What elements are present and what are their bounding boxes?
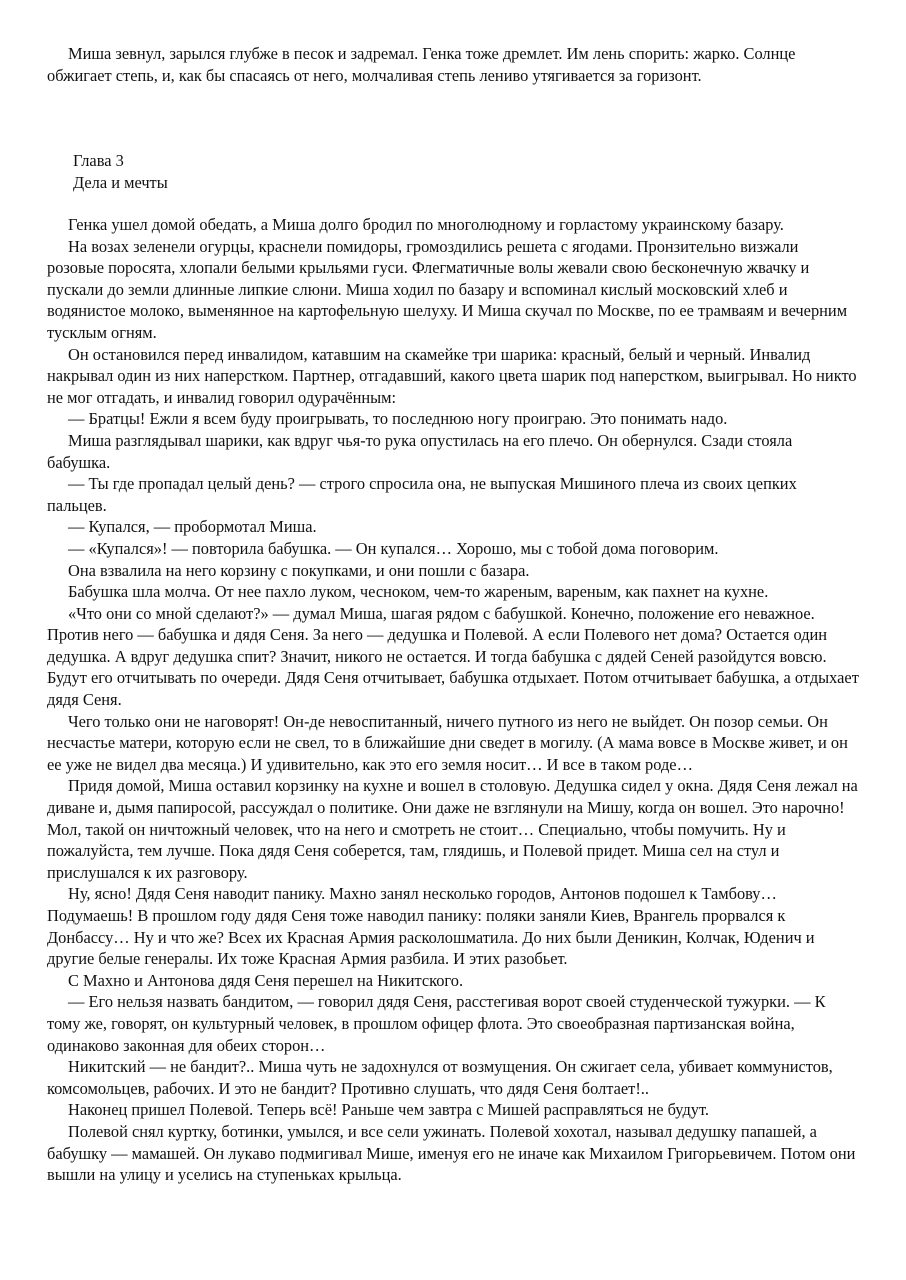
paragraph: Миша разглядывал шарики, как вдруг чья-то рука опустилась на его плечо. Он обернулся. Сзади стояла бабушка. xyxy=(47,430,793,472)
chapter-title: Дела и мечты xyxy=(73,173,168,192)
paragraph: — Купался, — пробормотал Миша. xyxy=(68,517,317,537)
paragraph: Ну, ясно! Дядя Сеня наводит панику. Махно занял несколько городов, Антонов подошел к Тамбову… Подумаешь! В прошлом году дядя Сеня тоже наводил панику: поляки заняли Киев, Врангель прорвался к Донбассу… Ну и что же? Всех их Красная Армия расколошматила. До них были Деникин, Колчак, Юденич и другие белые генералы. Их тоже Красная Армия разбила. И этих разобьет. xyxy=(47,884,815,969)
paragraph: «Что они со мной сделают?» — думал Миша, шагая рядом с бабушкой. Конечно, положение его неважное. Против него — бабушка и дядя Сеня. За него — дедушка и Полевой. А если Полевого нет дома? Остается один дедушка. А вдруг дедушка спит? Значит, никого не остается. И тогда бабушка с дядей Сеней разойдутся вовсю. Будут его отчитывать по очереди. Дядя Сеня отчитывает, бабушка отдыхает. Потом отчитывает бабушка, а отдыхает дядя Сеня. xyxy=(47,603,859,710)
paragraph: — Его нельзя назвать бандитом, — говорил дядя Сеня, расстегивая ворот своей студенческой тужурки. — К тому же, говорят, он культурный человек, в прошлом офицер флота. Это своеобразная партизанская война, одинаково законная для обеих сторон… xyxy=(47,992,826,1055)
paragraph: — Ты где пропадал целый день? — строго спросила она, не выпуская Мишиного плеча из своих цепких пальцев. xyxy=(47,474,797,515)
paragraph: — Братцы! Ежли я всем буду проигрывать, то последнюю ногу проиграю. Это понимать надо. xyxy=(68,409,728,429)
paragraph: Никитский — не бандит?.. Миша чуть не задохнулся от возмущения. Он сжигает села, убивает коммунистов, комсомольцев, рабочих. И это не бандит? Противно слушать, что дядя Сеня болтает!.. xyxy=(47,1057,833,1098)
paragraph: Придя домой, Миша оставил корзинку на кухне и вошел в столовую. Дедушка сидел у окна. Дядя Сеня лежал на диване и, дымя папиросой, рассуждал о политике. Они даже не взглянули на Мишу, когда он вошел. Это нарочно! Мол, такой он ничтожный человек, что на него и смотреть не стоит… Специально, чтобы помучить. Ну и пожалуйста, тем лучше. Пока дядя Сеня соберется, там, глядишь, и Полевой придет. Миша сел на стул и прислушался к их разговору. xyxy=(47,776,858,882)
chapter-body xyxy=(47,214,859,1186)
paragraph: На возах зеленели огурцы, краснели помидоры, громоздились решета с ягодами. Пронзительно визжали розовые поросята, хлопали белыми крыльями гуси. Флегматичные волы жевали свою бесконечную жвачку и пускали до земли длинные липкие слюни. Миша ходил по базару и вспоминал кислый московский хлеб и водянистое молоко, выменянное на картофельную шелуху. И Миша скучал по Москве, по ее трамваям и вечерним тусклым огням. xyxy=(47,236,848,342)
paragraph: С Махно и Антонова дядя Сеня перешел на Никитского. xyxy=(68,970,464,990)
paragraph: — «Купался»! — повторила бабушка. — Он купался… Хорошо, мы с тобой дома поговорим. xyxy=(68,538,719,558)
paragraph: Наконец пришел Полевой. Теперь всё! Раньше чем завтра с Мишей расправляться не будут. xyxy=(68,1100,710,1120)
intro-paragraph: Миша зевнул, зарылся глубже в песок и задремал. Генка тоже дремлет. Им лень спорить: жарко. Солнце обжигает степь, и, как бы спасаясь от него, молчаливая степь лениво утягивается за горизонт. xyxy=(47,44,796,85)
paragraph: Полевой снял куртку, ботинки, умылся, и все сели ужинать. Полевой хохотал, называл дедушку папашей, а бабушку — мамашей. Он лукаво подмигивал Мише, именуя его не иначе как Михаилом Григорьевичем. Потом они вышли на улицу и уселись на ступеньках крыльца. xyxy=(47,1121,856,1185)
paragraph: Генка ушел домой обедать, а Миша долго бродил по многолюдному и горластому украинскому базару. xyxy=(68,215,784,234)
intro-section xyxy=(47,43,859,86)
paragraph: Бабушка шла молча. От нее пахло луком, чесноком, чем-то жареным, вареным, как пахнет на кухне. xyxy=(68,582,769,602)
chapter-number: Глава 3 xyxy=(73,151,124,170)
paragraph: Чего только они не наговорят! Он-де невоспитанный, ничего путного из него не выйдет. Он позор семьи. Он несчастье матери, которую если не свел, то в ближайшие дни сведет в могилу. (А мама вовсе в Москве живет, и он ее уже не видел два месяца.) И удивительно, как это его земля носит… И все в таком роде… xyxy=(47,711,848,774)
paragraph: Она взвалила на него корзину с покупками, и они пошли с базара. xyxy=(68,560,530,580)
paragraph: Он остановился перед инвалидом, катавшим на скамейке три шарика: красный, белый и черный. Инвалид накрывал один из них наперстком. Партнер, отгадавший, какого цвета шарик под наперстком, выигрывал. Но никто не мог отгадать, и инвалид говорил одурачённым: xyxy=(47,344,857,407)
